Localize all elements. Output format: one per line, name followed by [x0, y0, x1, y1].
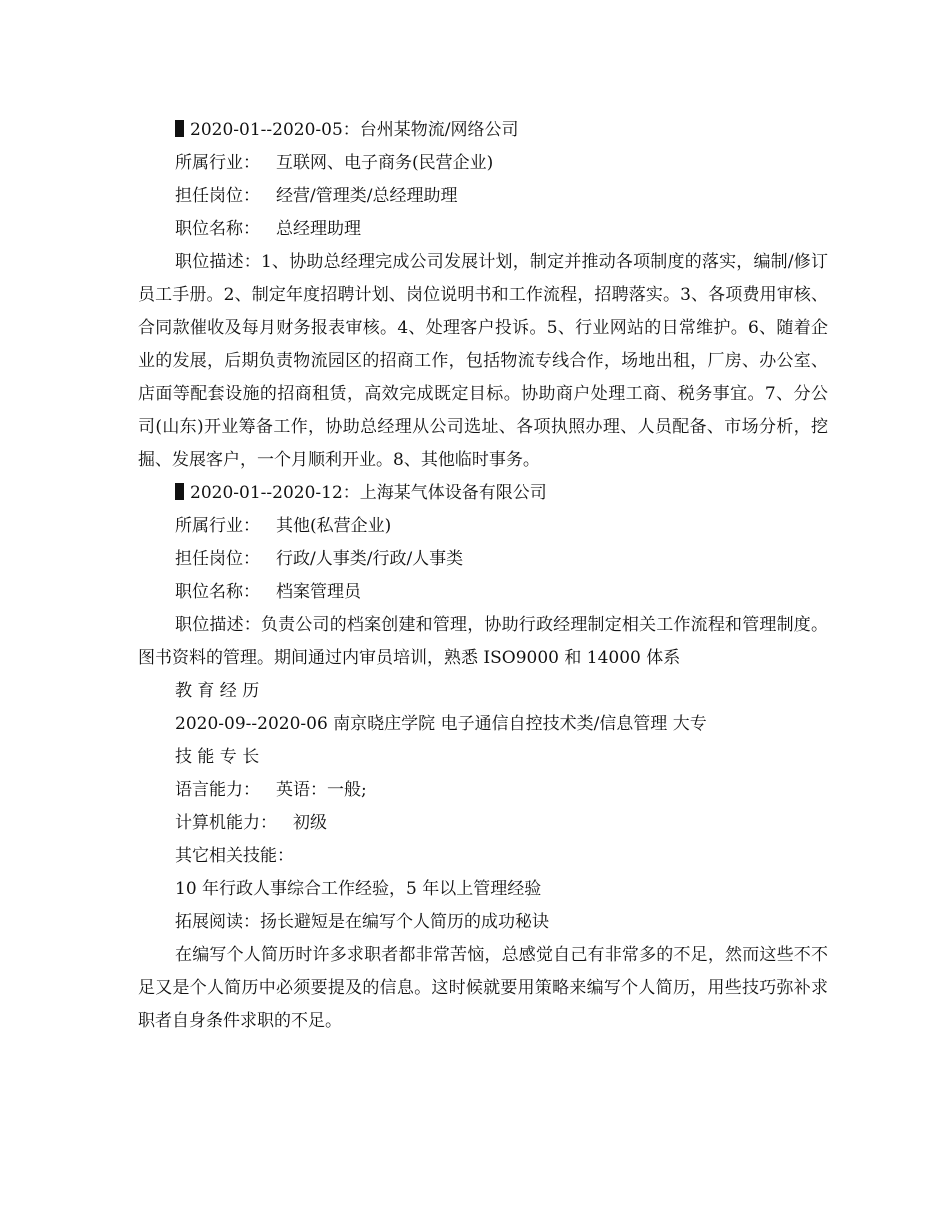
title-value: 总经理助理 — [276, 219, 361, 239]
industry-label: 所属行业： — [175, 153, 260, 173]
job-description: 职位描述：1、协助总经理完成公司发展计划，制定并推动各项制度的落实，编制/修订员工手册。2、制定年度招聘计划、岗位说明书和工作流程，招聘落实。3、各项费用审核、合同款催收及每月财务报表审核。4、处理客户投诉。5、行业网站的日常维护。6、随着企业的发展，后期负责物流园区的招商工作，包括物流专线合作，场地出租，厂房、办公室、店面等配套设施的招商租赁，高效完成既定目标。协助商户处理工商、税务事宜。7、分公司(山东)开业筹备工作，协助总经理从公司选址、各项执照办理、人员配备、市场分析，挖掘、发展客户，一个月顺利开业。8、其他临时事务。 — [138, 252, 828, 470]
position-label: 担任岗位： — [175, 549, 260, 569]
language-value: 英语：一般; — [276, 780, 367, 800]
extended-reading-section — [138, 906, 828, 1038]
computer-value: 初级 — [293, 813, 327, 833]
job-header — [138, 114, 828, 147]
position-value: 行政/人事类/行政/人事类 — [276, 549, 464, 569]
job-period-company: 2020-01--2020-12：上海某气体设备有限公司 — [190, 483, 547, 503]
language-label: 语言能力： — [175, 780, 260, 800]
bullet-block-icon — [175, 483, 184, 500]
job-title-row — [138, 213, 828, 246]
job-position-row — [138, 543, 828, 576]
job-title-row — [138, 576, 828, 609]
job-period-company: 2020-01--2020-05：台州某物流/网络公司 — [190, 120, 519, 140]
education-section — [138, 675, 828, 741]
job-entry-1 — [138, 114, 828, 477]
industry-value: 互联网、电子商务(民营企业) — [276, 153, 494, 173]
title-label: 职位名称： — [175, 219, 260, 239]
job-entry-2 — [138, 477, 828, 675]
job-position-row — [138, 180, 828, 213]
computer-skill-row — [138, 807, 828, 840]
industry-value: 其他(私营企业) — [276, 516, 392, 536]
title-label: 职位名称： — [175, 582, 260, 602]
skills-heading: 技 能 专 长 — [175, 747, 260, 767]
education-entry: 2020-09--2020-06 南京晓庄学院 电子通信自控技术类/信息管理 大专 — [175, 714, 707, 734]
job-industry-row — [138, 510, 828, 543]
industry-label: 所属行业： — [175, 516, 260, 536]
job-industry-row — [138, 147, 828, 180]
extended-reading-title: 拓展阅读：扬长避短是在编写个人简历的成功秘诀 — [175, 912, 549, 932]
bullet-block-icon — [175, 120, 184, 137]
title-value: 档案管理员 — [276, 582, 361, 602]
position-label: 担任岗位： — [175, 186, 260, 206]
language-skill-row — [138, 774, 828, 807]
education-heading: 教 育 经 历 — [175, 681, 260, 701]
extended-reading-body: 在编写个人简历时许多求职者都非常苦恼，总感觉自己有非常多的不足，然而这些不不足又是个人简历中必须要提及的信息。这时候就要用策略来编写个人简历，用些技巧弥补求职者自身条件求职的不足。 — [138, 945, 828, 1031]
resume-content — [138, 114, 828, 1038]
position-value: 经营/管理类/总经理助理 — [276, 186, 458, 206]
other-skills-label: 其它相关技能： — [175, 846, 294, 866]
job-header — [138, 477, 828, 510]
job-description: 职位描述：负责公司的档案创建和管理，协助行政经理制定相关工作流程和管理制度。图书资料的管理。期间通过内审员培训，熟悉 ISO9000 和 14000 体系 — [138, 615, 828, 668]
other-skills-value: 10 年行政人事综合工作经验，5 年以上管理经验 — [175, 879, 542, 899]
computer-label: 计算机能力： — [175, 813, 277, 833]
skills-section — [138, 741, 828, 906]
